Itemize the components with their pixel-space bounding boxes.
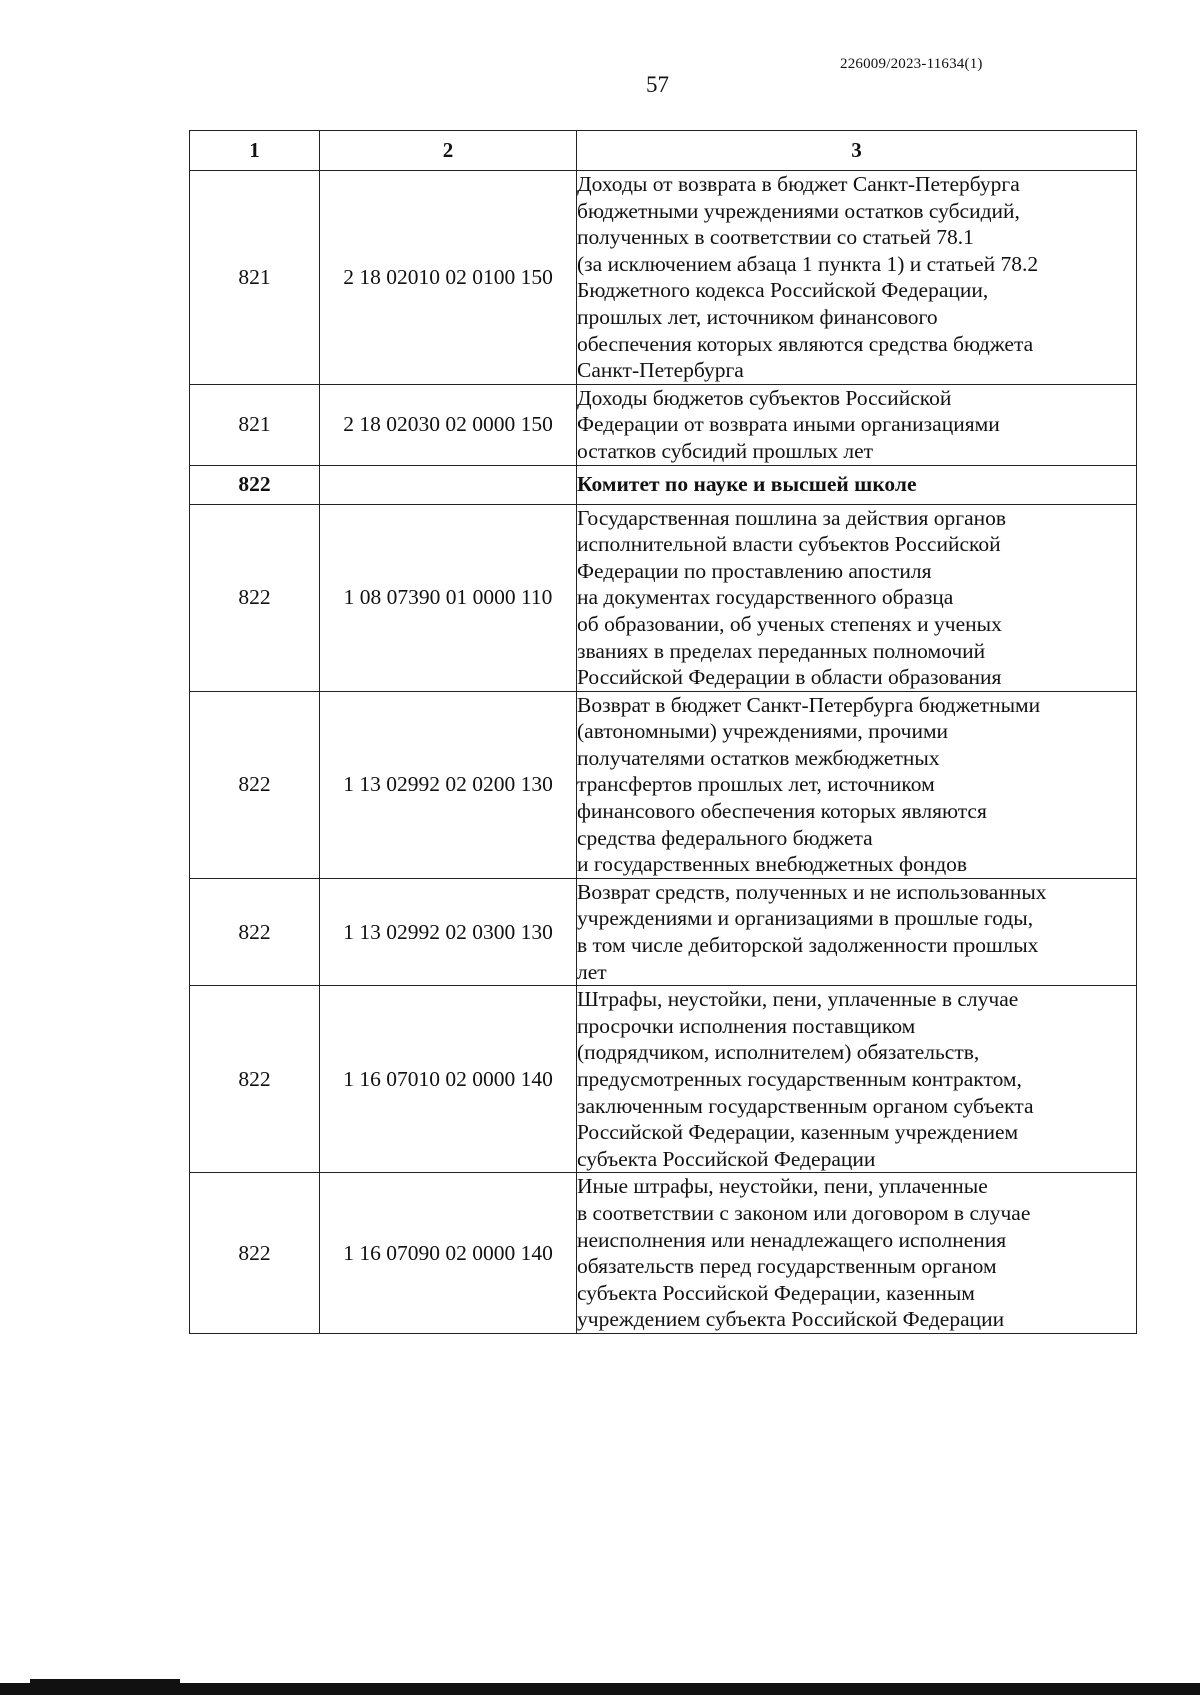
description-line: бюджетными учреждениями остатков субсидий, [577,198,1020,223]
administrator-code-cell: 822 [190,504,320,691]
description-line: Штрафы, неустойки, пени, уплаченные в случае [577,987,1019,1012]
description-line: предусмотренных государственным контрактом, [577,1067,1022,1091]
description-line: Санкт-Петербурга [577,358,744,383]
description-line: учреждениями и организациями в прошлые годы, [577,906,1034,931]
table-body [190,171,1137,1334]
description-line: Возврат средств, полученных и не использованных [577,879,1047,904]
income-description-cell [577,878,1137,985]
scan-bottom-border [0,1683,1200,1695]
administrator-code-cell: 822 [190,986,320,1173]
description-line: обязательств перед государственным органом [577,1254,997,1279]
income-description-cell [577,504,1137,691]
table-row [190,384,1137,465]
description-line: лет [577,959,607,984]
description-line: Российской Федерации в области образования [577,665,1002,690]
description-line: полученных в соответствии со статьей 78.1 [577,225,974,250]
description-line: (за исключением абзаца 1 пункта 1) и статьей 78.2 [577,251,1039,276]
description-line: остатков субсидий прошлых лет [577,438,874,463]
income-description-cell [577,691,1137,878]
income-description-cell [577,1173,1137,1334]
income-classification-code-cell: 1 16 07010 02 0000 140 [320,986,577,1173]
column-header-1: 1 [190,131,320,171]
description-line: Возврат в бюджет Санкт-Петербурга бюджетными [577,692,1041,717]
administrator-code-cell: 822 [190,878,320,985]
table-row [190,986,1137,1173]
income-description-cell [577,986,1137,1173]
table-row [190,691,1137,878]
column-header-2: 2 [320,131,577,171]
income-classification-code-cell: 2 18 02010 02 0100 150 [320,171,577,385]
income-classification-code-cell: 1 13 02992 02 0300 130 [320,878,577,985]
description-line: (подрядчиком, исполнителем) обязательств, [577,1040,980,1065]
description-line: (автономными) учреждениями, прочими [577,719,949,744]
description-line: субъекта Российской Федерации [577,1146,876,1171]
table-row [190,1173,1137,1334]
income-classification-code-cell: 1 13 02992 02 0200 130 [320,691,577,878]
description-line: обеспечения которых являются средства бюджета [577,331,1034,356]
description-line: об образовании, об ученых степенях и ученых [577,611,1002,636]
income-description-cell [577,171,1137,385]
income-classification-code-cell: 1 16 07090 02 0000 140 [320,1173,577,1334]
description-line: получателями остатков межбюджетных [577,745,940,770]
income-classification-code-cell: 1 08 07390 01 0000 110 [320,504,577,691]
description-line: и государственных внебюджетных фондов [577,852,968,877]
section-title-cell [577,465,1137,504]
description-line: Доходы от возврата в бюджет Санкт-Петербурга [577,172,1020,196]
description-line: неисполнения или ненадлежащего исполнения [577,1227,1007,1252]
description-line: Российской Федерации, казенным учреждением [577,1120,1019,1145]
administrator-code-cell: 822 [190,465,320,504]
description-line: финансового обеспечения которых являются [577,799,987,824]
table-row [190,878,1137,985]
description-line: прошлых лет, источником финансового [577,304,938,329]
income-classification-code-cell [320,465,577,504]
description-line: Федерации по проставлению апостиля [577,558,932,583]
administrator-code-cell: 822 [190,691,320,878]
description-line: в соответствии с законом или договором в случае [577,1200,1031,1225]
table-row [190,504,1137,691]
administrator-code-cell: 822 [190,1173,320,1334]
description-line: Государственная пошлина за действия органов [577,505,1007,530]
page-number: 57 [646,72,669,97]
description-line: Доходы бюджетов субъектов Российской [577,385,952,410]
column-header-3: 3 [577,131,1137,171]
description-line: исполнительной власти субъектов Российской [577,532,1001,557]
table-row [190,171,1137,385]
income-classification-code-cell: 2 18 02030 02 0000 150 [320,384,577,465]
table-header-row [190,131,1137,171]
description-line: званиях в пределах переданных полномочий [577,638,986,663]
description-line: Иные штрафы, неустойки, пени, уплаченные [577,1174,988,1199]
description-line: Федерации от возврата иными организациями [577,412,1000,437]
description-line: средства федерального бюджета [577,825,873,850]
description-line: на документах государственного образца [577,585,954,610]
income-description-cell [577,384,1137,465]
description-line: учреждением субъекта Российской Федерации [577,1307,1005,1332]
administrator-code-cell: 821 [190,171,320,385]
description-line: субъекта Российской Федерации, казенным [577,1280,975,1305]
description-line: Комитет по науке и высшей школе [577,472,917,497]
administrator-code-cell: 821 [190,384,320,465]
description-line: в том числе дебиторской задолженности прошлых [577,933,1039,958]
description-line: Бюджетного кодекса Российской Федерации, [577,278,989,303]
description-line: просрочки исполнения поставщиком [577,1013,916,1038]
table-section-row [190,465,1137,504]
budget-revenue-table [189,130,1137,1334]
description-line: заключенным государственным органом субъекта [577,1093,1034,1118]
document-registration-number: 226009/2023-11634(1) [840,56,983,72]
description-line: трансфертов прошлых лет, источником [577,772,935,797]
